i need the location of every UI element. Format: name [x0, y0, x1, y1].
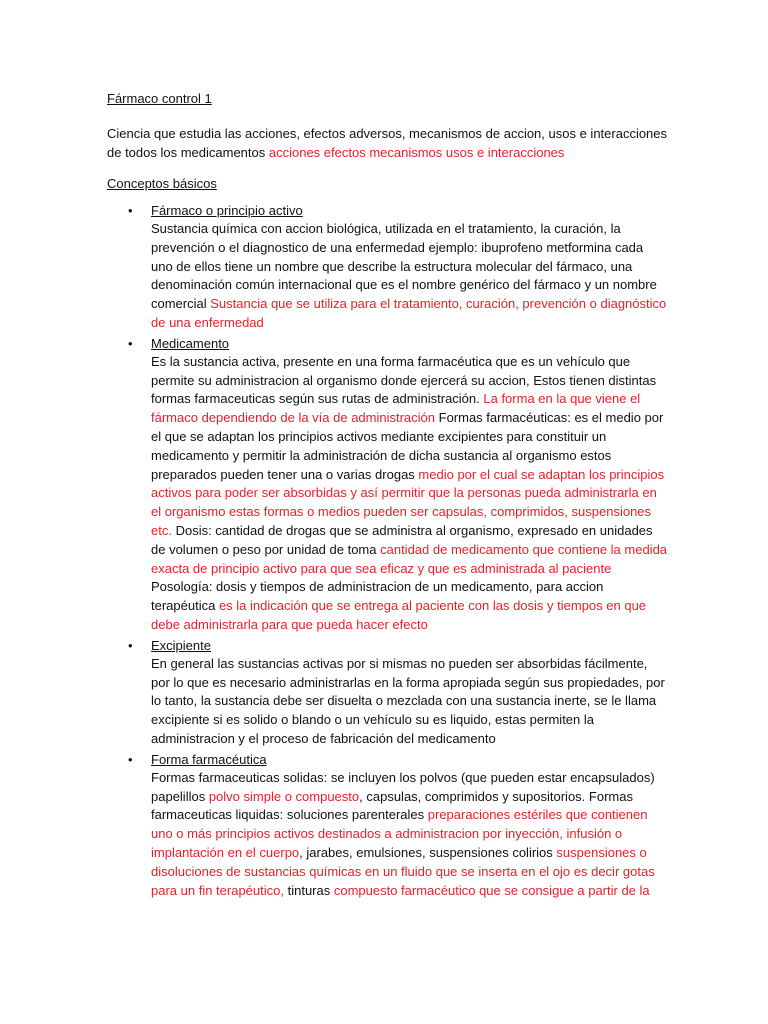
highlight-text: La forma en la que viene el fármaco dependiendo de la vía de administración — [151, 391, 641, 426]
list-item — [107, 201, 668, 333]
concept-list — [107, 201, 668, 900]
body-text: , capsulas, comprimidos y supositorios. Formas farmaceuticas liquidas: soluciones parenterales — [151, 788, 633, 823]
intro-text: Ciencia que estudia las acciones, efectos adversos, mecanismos de accion, usos e interacciones de todos los medicamentos — [107, 126, 668, 160]
item-title: Excipiente — [151, 637, 211, 653]
item-title: Medicamento — [151, 335, 230, 351]
highlight-text: Sustancia que se utiliza para el tratamiento, curación, prevención o diagnóstico de una enfermedad — [151, 296, 667, 330]
highlight-text: preparaciones estériles que contienen uno o más principios activos destinados a administracion por inyección, infusión o implantación en el cuerpo — [151, 807, 648, 860]
body-text: Posología: dosis y tiempos de administracion de un medicamento, para accion terapéutica — [151, 579, 604, 614]
list-item — [107, 636, 668, 749]
item-body — [151, 220, 668, 333]
intro-highlight: acciones efectos mecanismos usos e interacciones — [268, 145, 565, 160]
item-body — [151, 655, 668, 749]
item-title: Forma farmacéutica — [151, 751, 267, 767]
highlight-text: compuesto farmacéutico que se consigue a partir de la — [333, 882, 650, 898]
bullet-icon: • — [128, 751, 133, 767]
body-text: Formas farmacéuticas: es el medio por el que se adaptan los principios activos mediante excipientes para constituir un medicamento y permitir la administración de dicha sustancia al organismo estos preparados pueden tener una o varias drogas — [151, 410, 664, 482]
body-text: Sustancia química con accion biológica, utilizada en el tratamiento, la curación, la prevención o el diagnostico de una enfermedad ejemplo: ibuprofeno metformina cada uno de ellos tiene un nombre que describe la estructura molecular del fármaco, una denominación común internacional que es el nombre genérico del fármaco y un nombre comercial — [151, 221, 657, 312]
highlight-text: es la indicación que se entrega al paciente con las dosis y tiempos en que debe administrarla para que pueda hacer efecto — [151, 598, 647, 632]
highlight-text: polvo simple o compuesto — [208, 788, 360, 804]
body-text: , jarabes, emulsiones, suspensiones colirios — [299, 844, 557, 860]
document-title: Fármaco control 1 — [107, 91, 212, 106]
body-text: En general las sustancias activas por si mismas no pueden ser absorbidas fácilmente, por lo que es necesario administrarlas en la forma apropiada según sus propiedades, por lo tanto, la sustancia debe ser disuelta o mezclada con una sustancia inerte, se le llama excipiente si es solido o blando o un vehículo su es liquido, estas permiten la administracion y el proceso de fabricación del medicamento — [151, 655, 665, 746]
highlight-text: medio por el cual se adaptan los principios activos para poder ser absorbidas y así permitir que la personas pueda administrarla en el organismo estas formas o medios pueden ser capsulas, comprimidos, suspensiones etc. — [151, 466, 665, 538]
list-item — [107, 334, 668, 635]
item-body — [151, 769, 668, 901]
item-body — [151, 353, 668, 635]
item-title: Fármaco o principio activo — [151, 203, 303, 218]
list-item — [107, 750, 668, 901]
body-text: Dosis: cantidad de drogas que se administra al organismo, expresado en unidades de volumen o peso por unidad de toma — [151, 522, 653, 557]
section-heading: Conceptos básicos — [107, 176, 217, 191]
intro-paragraph — [107, 124, 668, 162]
body-text: Formas farmaceuticas solidas: se incluyen los polvos (que pueden estar encapsulados) papelillos — [151, 769, 655, 804]
bullet-icon: • — [128, 637, 133, 653]
bullet-icon: • — [128, 203, 133, 218]
body-text: Es la sustancia activa, presente en una forma farmacéutica que es un vehículo que permite su administracion al organismo donde ejercerá su accion, Estos tienen distintas formas farmaceuticas según sus rutas de administración. — [151, 353, 657, 407]
highlight-text: cantidad de medicamento que contiene la medida exacta de principio activo para que sea eficaz y que es administrada al paciente — [151, 541, 668, 576]
body-text: tinturas — [283, 882, 334, 898]
highlight-text: suspensiones o disoluciones de sustancias químicas en un fluido que se inserta en el ojo es decir gotas para un fin terapéutico, — [151, 844, 655, 898]
bullet-icon: • — [128, 335, 133, 351]
